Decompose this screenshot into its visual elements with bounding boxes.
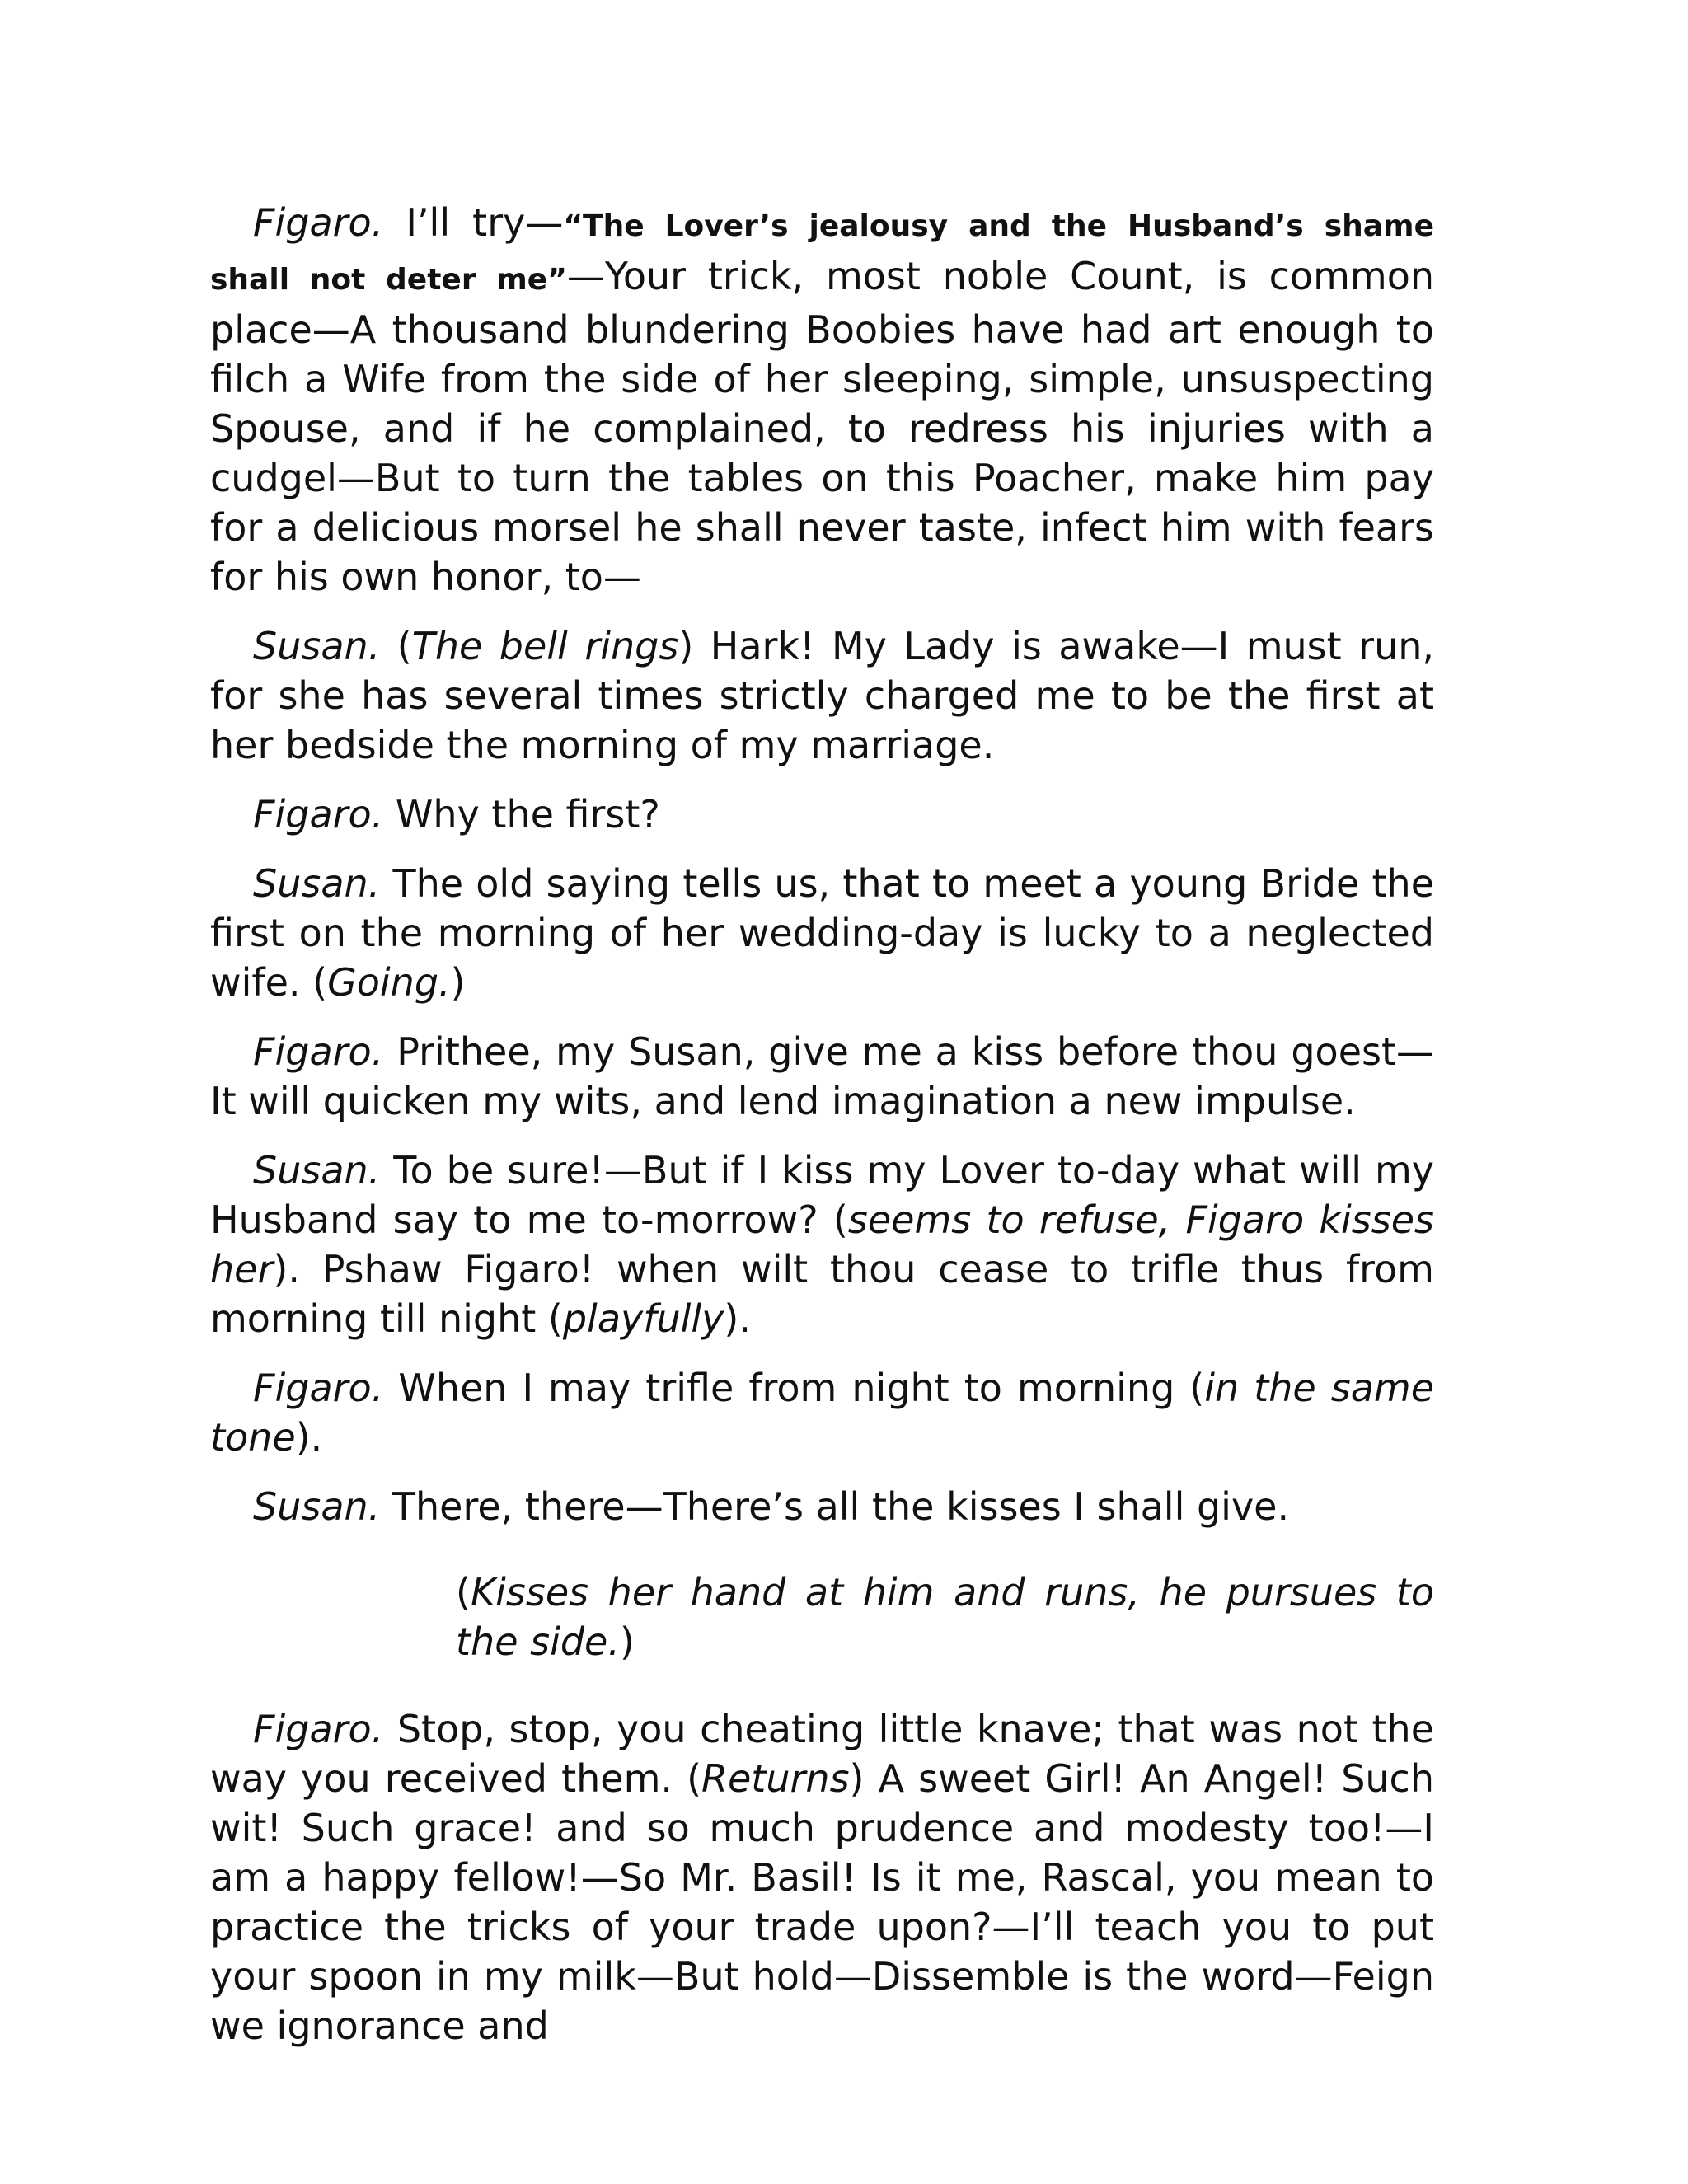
inline-stage-direction: seems to refuse, Figaro kisses her [210,1197,1434,1291]
inline-stage-direction: Returns [701,1756,850,1801]
inline-stage-direction: The bell rings [411,624,679,668]
speaker-name: Figaro. [253,792,384,837]
speaker-name: Susan. [253,624,381,668]
speech-text: I’ll try— [383,200,564,245]
speech-text: Stop, stop, you cheating little knave; that was not the way you received them. ( [210,1707,1434,1801]
dialogue-paragraph [210,198,1434,602]
dialogue-paragraph [210,621,1434,770]
inline-stage-direction: Going. [327,960,451,1005]
stage-direction-text: Kisses her hand at him and runs, he pursues to the side. [456,1570,1434,1664]
speech-text: The old saying tells us, that to meet a young Bride the first on the morning of her wedding-day is lucky to a neglected wife. ( [210,861,1434,1005]
speech-text: Prithee, my Susan, give me a kiss before thou goest—It will quicken my wits, and lend imagination a new impulse. [210,1029,1434,1123]
speech-text: ) A sweet Girl! An Angel! Such wit! Such grace! and so much prudence and modesty too!—I am a happy fellow!—So Mr. Basil! Is it me, Rascal, you mean to practice the tricks of your trade upon?—I’ll teach you to put your spoon in my milk—But hold—Dissemble is the word—Feign we ignorance and [210,1756,1434,2048]
dialogue-block-continued [210,1704,1434,2050]
speaker-name: Susan. [253,1484,381,1529]
speech-text: ) [450,960,466,1005]
dialogue-paragraph [210,1482,1434,1531]
speaker-name: Figaro. [253,200,384,245]
speaker-name: Figaro. [253,1366,384,1410]
speech-text: ). Pshaw Figaro! when wilt thou cease to trifle thus from morning till night ( [210,1247,1434,1341]
dialogue-paragraph [210,1146,1434,1343]
speech-text: ). [724,1296,751,1341]
speech-text: ). [295,1415,323,1460]
speech-text: Why the first? [383,792,660,837]
document-page [210,198,1434,2070]
inline-stage-direction: playfully [562,1296,724,1341]
speech-text: —Your trick, most noble Count, is common place—A thousand blundering Boobies have had art enough to filch a Wife from the side of her sleeping, simple, unsuspecting Spouse, and if he complained, to redress his injuries with a cudgel—But to turn the tables on this Poacher, make him pay for a delicious morsel he shall never taste, infect him with fears for his own honor, to— [210,254,1434,599]
dialogue-paragraph [210,1363,1434,1462]
speech-text: ( [380,624,412,668]
dialogue-paragraph [210,1704,1434,2050]
speech-text: There, there—There’s all the kisses I shall give. [380,1484,1290,1529]
emphasized-quote: “The Lover’s jealousy and the Husband’s shame shall not deter me” [210,209,1434,297]
speech-text: To be sure!—But if I kiss my Lover to-day what will my Husband say to me to-morrow? ( [210,1148,1434,1242]
inline-stage-direction: in the same tone [210,1366,1435,1460]
stage-direction [456,1568,1434,1666]
speaker-name: Figaro. [253,1707,384,1751]
speaker-name: Susan. [253,1148,381,1193]
dialogue-paragraph [210,790,1434,839]
speech-text: ) Hark! My Lady is awake—I must run, for she has several times strictly charged me to be the first at her bedside the morning of my marriage. [210,624,1434,767]
dialogue-paragraph [210,859,1434,1007]
stage-direction-open: ( [456,1570,471,1615]
speaker-name: Susan. [253,861,381,906]
speaker-name: Figaro. [253,1029,384,1074]
stage-direction-close: ) [619,1619,635,1664]
dialogue-block [210,198,1434,1531]
speech-text: When I may trifle from night to morning ( [383,1366,1205,1410]
dialogue-paragraph [210,1027,1434,1126]
